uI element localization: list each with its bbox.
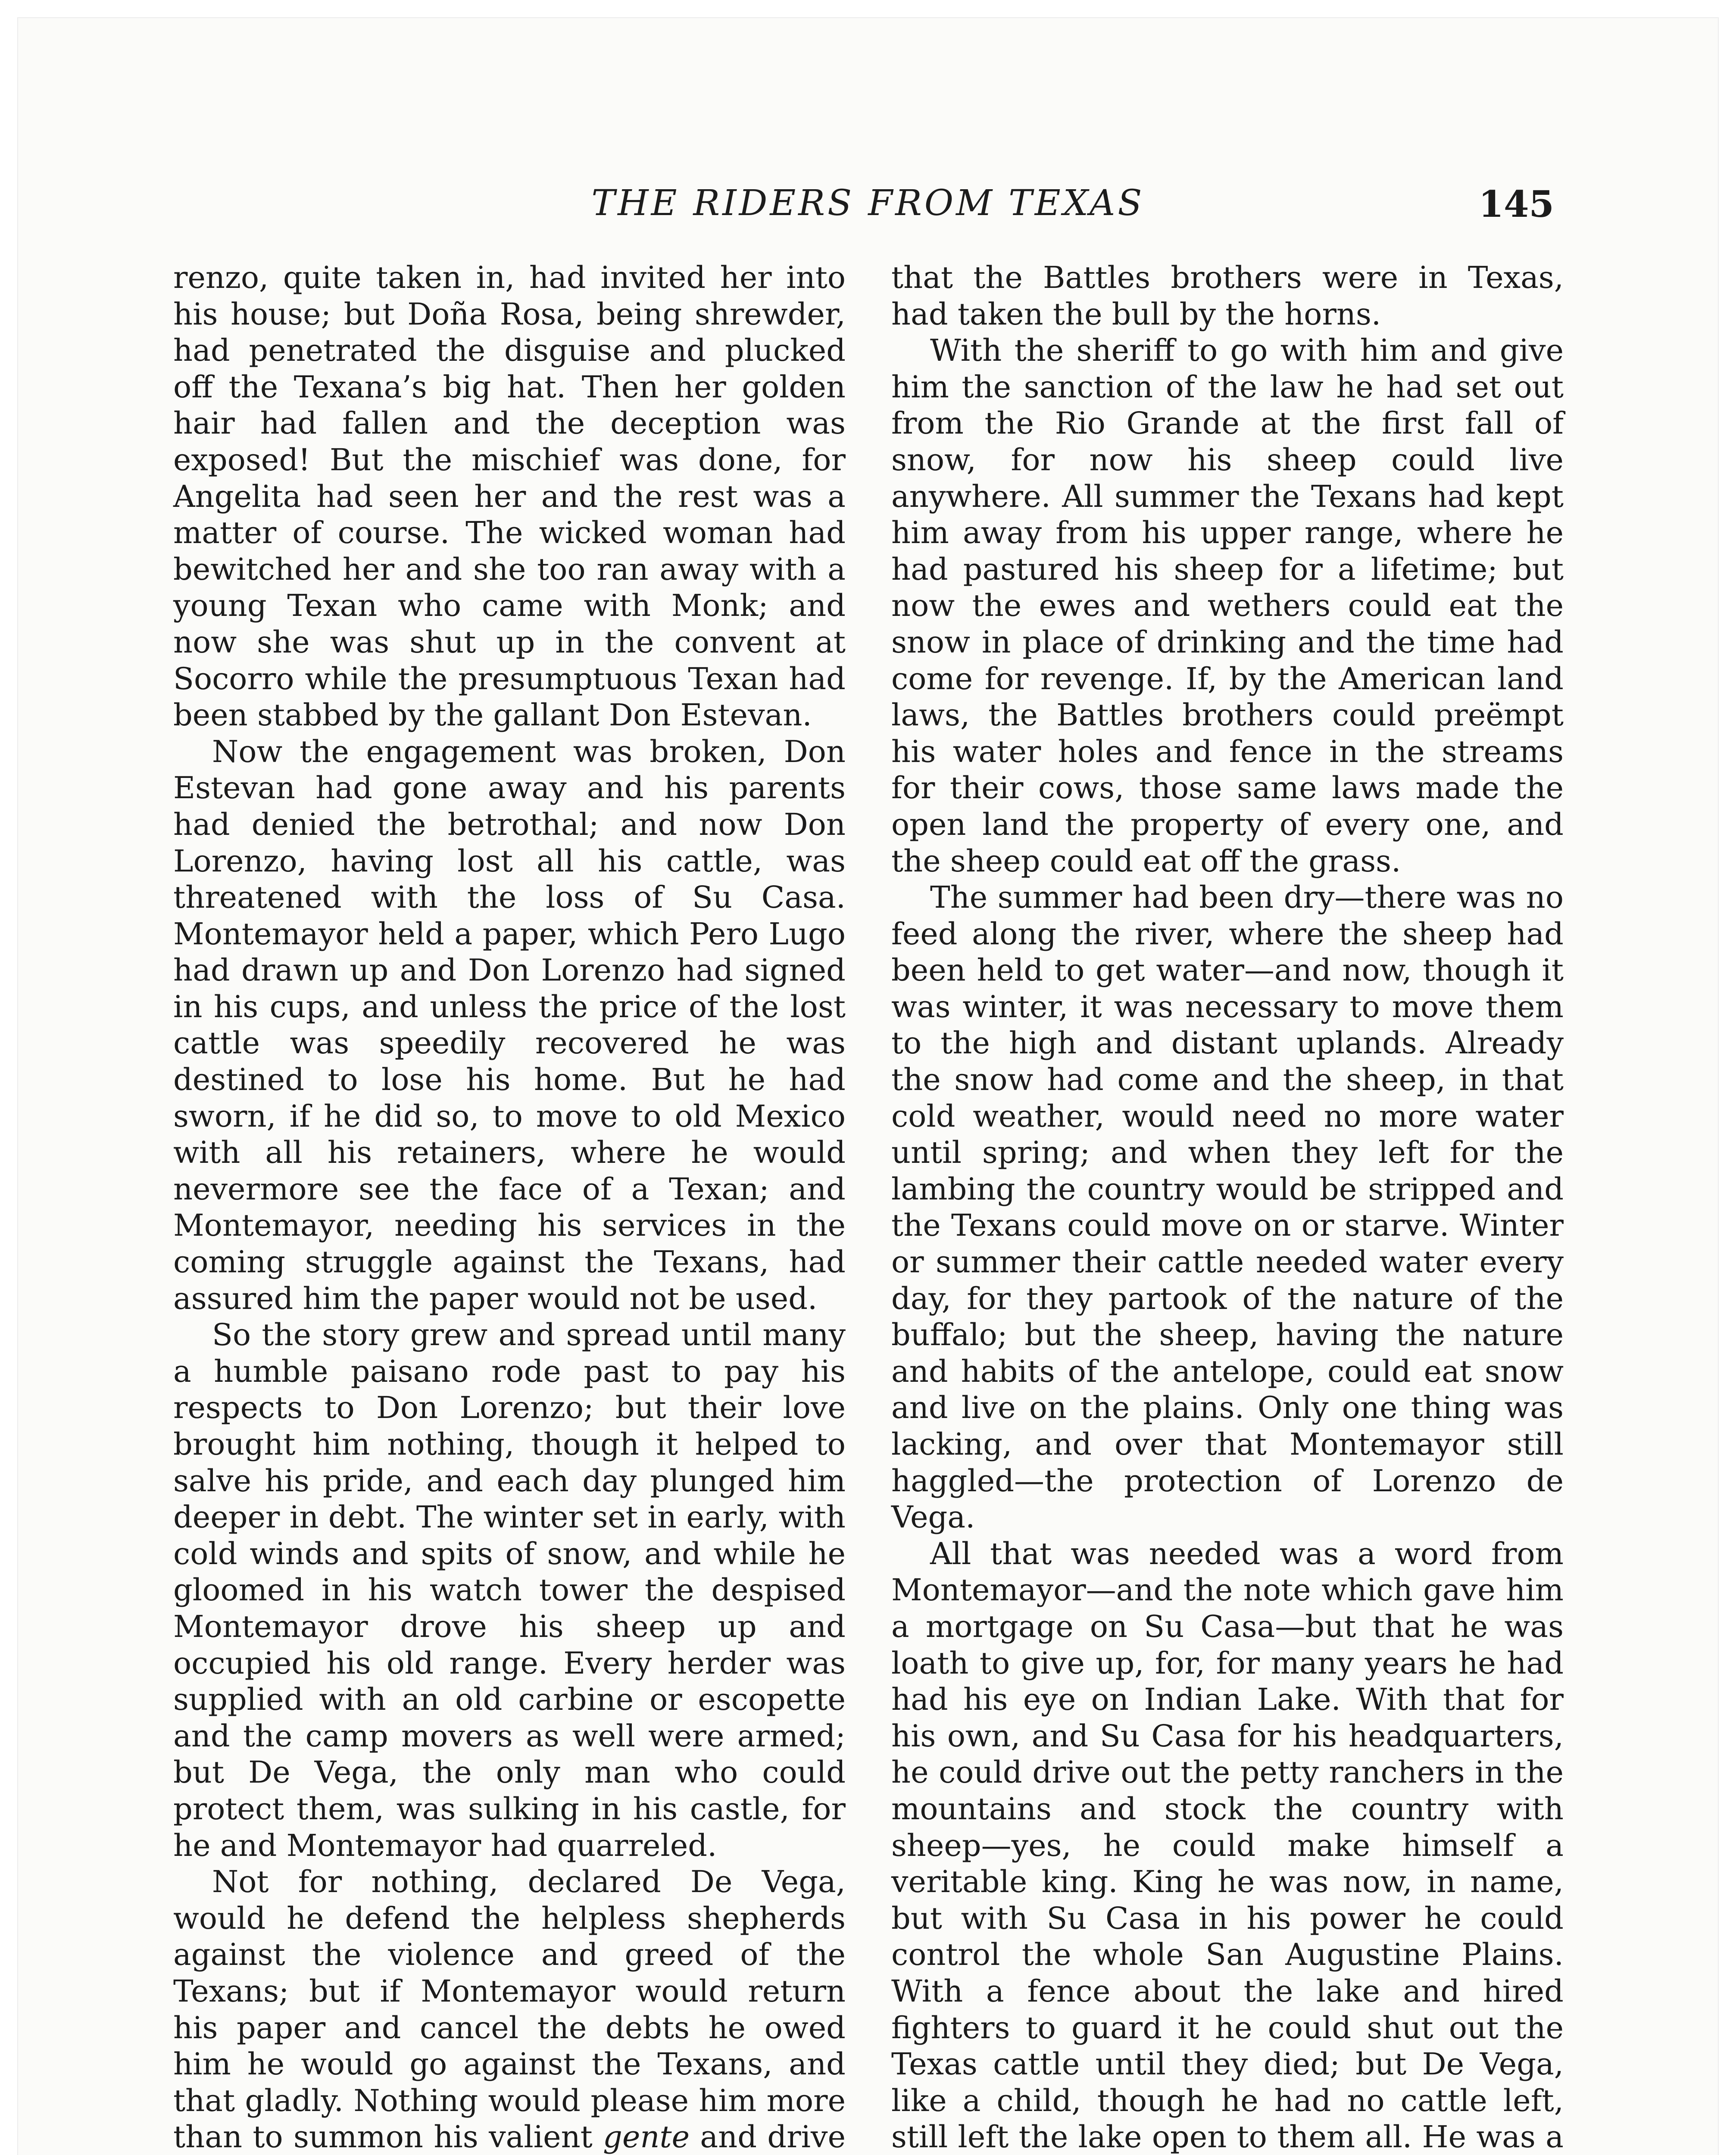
- paragraph: So the story grew and spread until many a humble paisano rode past to pay his respects to Don Lorenzo; but their love brought him nothing, though it helped to salve his pride, and each day plunged him deeper in debt. The winter set in early, with cold winds and spits of snow, and while he gloomed in his watch tower the despised Montemayor drove his sheep up and occupied his old range. Every herder was supplied with an old carbine or escopette and the camp movers as well were armed; but De Vega, the only man who could protect them, was sulking in his castle, for he and Montemayor had quarreled.: [173, 1317, 846, 1863]
- paragraph-text: Not for nothing, declared De Vega, would he defend the helpless shepherds against the violence and greed of the Texans; but if Montemayor would return his paper and cancel the debts he owed him he would go against the Texans, and that gladly. Nothing would please him more than to summon his valient: [173, 1864, 846, 2155]
- paragraph: The summer had been dry—there was no feed along the river, where the sheep had been held to get water—and now, though it was winter, it was necessary to move them to the high and distant uplands. Already the snow had come and the sheep, in that cold weather, would need no more water until spring; and when they left for the lambing the country would be stripped and the Texans could move on or starve. Winter or summer their cattle needed water every day, for they partook of the nature of the buffalo; but the sheep, having the nature and habits of the antelope, could eat snow and live on the plains. Only one thing was lacking, and over that Montemayor still haggled—the protection of Lorenzo de Vega.: [891, 880, 1564, 1535]
- paragraph: [173, 1864, 846, 2155]
- paragraph: All that was needed was a word from Montemayor—and the note which gave him a mortgage on Su Casa—but that he was loath to give up, for, for many years he had had his eye on Indian Lake. With that for his own, and Su Casa for his headquarters, he could drive out the petty ranchers in the mountains and stock the country with sheep—yes, he could make himself a veritable king. King he was now, in name, but with Su Casa in his power he could control the whole San Augustine Plains. With a fence about the lake and hired fighters to guard it he could shut out the Texas cattle until they died; but De Vega, like a child, though he had no cattle left, still left the lake open to them all. He was a: [891, 1536, 1564, 2155]
- paragraph-text: and drive: [700, 2119, 846, 2155]
- running-title: THE RIDERS FROM TEXAS: [591, 183, 1145, 224]
- paragraph: With the sheriff to go with him and give him the sanction of the law he had set out from the Rio Grande at the first fall of snow, for now his sheep could live anywhere. All summer the Texans had kept him away from his upper range, where he had pastured his sheep for a lifetime; but now the ewes and wethers could eat the snow in place of drinking and the time had come for revenge. If, by the American land laws, the Battles brothers could preëmpt his water holes and fence in the streams for their cows, those same laws made the open land the property of every one, and the sheep could eat off the grass.: [891, 333, 1564, 879]
- magazine-page: [17, 17, 1719, 2155]
- left-column: [173, 259, 846, 2155]
- paragraph: renzo, quite taken in, had invited her into his house; but Doña Rosa, being shrewder, had penetrated the disguise and plucked off the Texana’s big hat. Then her golden hair had fallen and the deception was exposed! But the mischief was done, for Angelita had seen her and the rest was a matter of course. The wicked woman had bewitched her and she too ran away with a young Texan who came with Monk; and now she was shut up in the convent at Socorro while the presumptuous Texan had been stabbed by the gallant Don Estevan.: [173, 260, 846, 733]
- italic-word: gente: [603, 2119, 690, 2155]
- page-number: 145: [1478, 183, 1554, 225]
- paragraph: Now the engagement was broken, Don Estevan had gone away and his parents had denied the betrothal; and now Don Lorenzo, having lost all his cattle, was threatened with the loss of Su Casa. Montemayor held a paper, which Pero Lugo had drawn up and Don Lorenzo had signed in his cups, and unless the price of the lost cattle was speedily recovered he was destined to lose his home. But he had sworn, if he did so, to move to old Mexico with all his retainers, where he would nevermore see the face of a Texan; and Montemayor, needing his services in the coming struggle against the Texans, had assured him the paper would not be used.: [173, 734, 846, 1316]
- paragraph: that the Battles brothers were in Texas, had taken the bull by the horns.: [891, 260, 1564, 332]
- right-column: [891, 259, 1564, 2155]
